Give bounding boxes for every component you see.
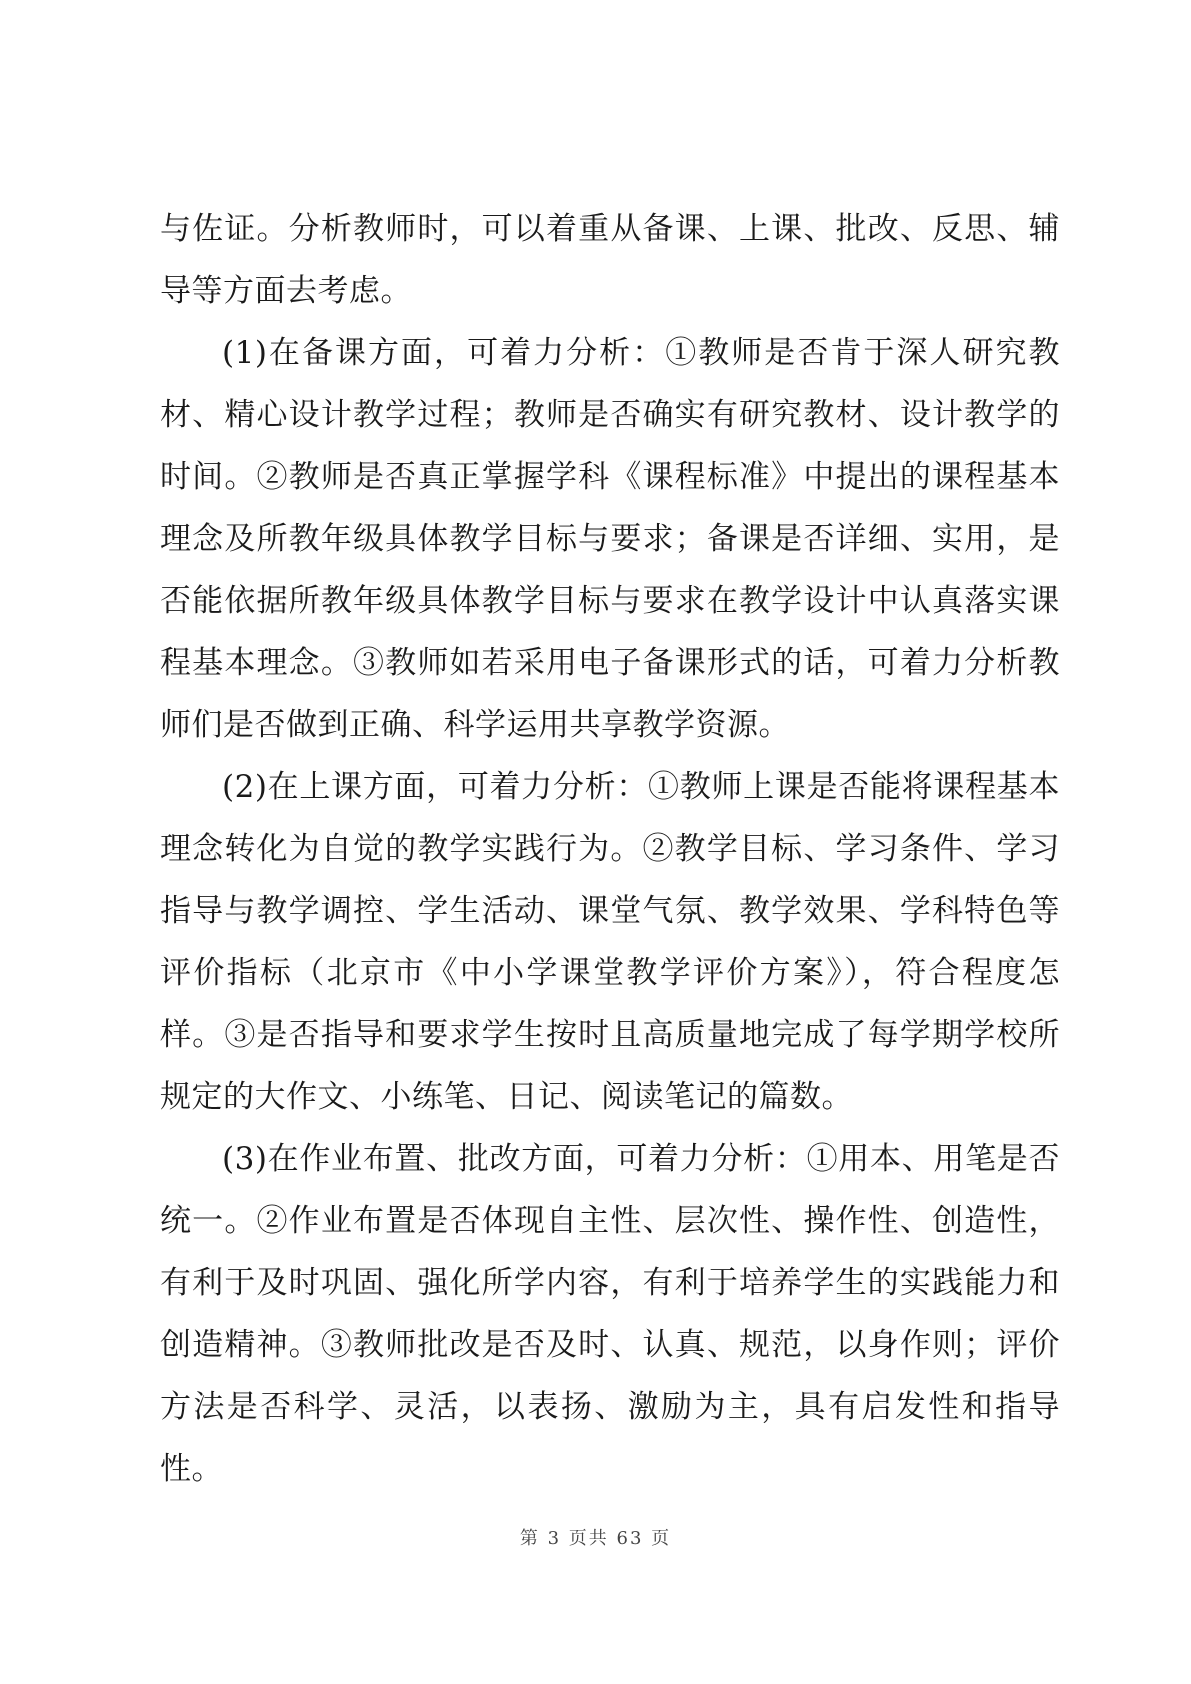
page-number-footer: 第 3 页共 63 页	[519, 1528, 672, 1549]
paragraph-lesson-prep: (1)在备课方面，可着力分析：①教师是否肯于深人研究教材、精心设计教学过程；教师是否确实有研究教材、设计教学的时间。②教师是否真正掌握学科《课程标准》中提出的课程基本理念及所教年级具体教学目标与要求；备课是否详细、实用，是否能依据所教年级具体教学目标与要求在教学设计中认真落实课程基本理念。③教师如若采用电子备课形式的话，可着力分析教师们是否做到正确、科学运用共享教学资源。	[160, 335, 1060, 743]
document-body	[160, 198, 1060, 1500]
paragraph-continuation: 与佐证。分析教师时，可以着重从备课、上课、批改、反思、辅导等方面去考虑。	[160, 211, 1060, 309]
paragraph-teaching: (2)在上课方面，可着力分析：①教师上课是否能将课程基本理念转化为自觉的教学实践行为。②教学目标、学习条件、学习指导与教学调控、学生活动、课堂气氛、教学效果、学科特色等评价指标（北京市《中小学课堂教学评价方案》），符合程度怎样。③是否指导和要求学生按时且高质量地完成了每学期学校所规定的大作文、小练笔、日记、阅读笔记的篇数。	[160, 769, 1060, 1115]
paragraph-homework: (3)在作业布置、批改方面，可着力分析：①用本、用笔是否统一。②作业布置是否体现自主性、层次性、操作性、创造性，有利于及时巩固、强化所学内容，有利于培养学生的实践能力和创造精神。③教师批改是否及时、认真、规范，以身作则；评价方法是否科学、灵活，以表扬、激励为主，具有启发性和指导性。	[160, 1141, 1060, 1487]
